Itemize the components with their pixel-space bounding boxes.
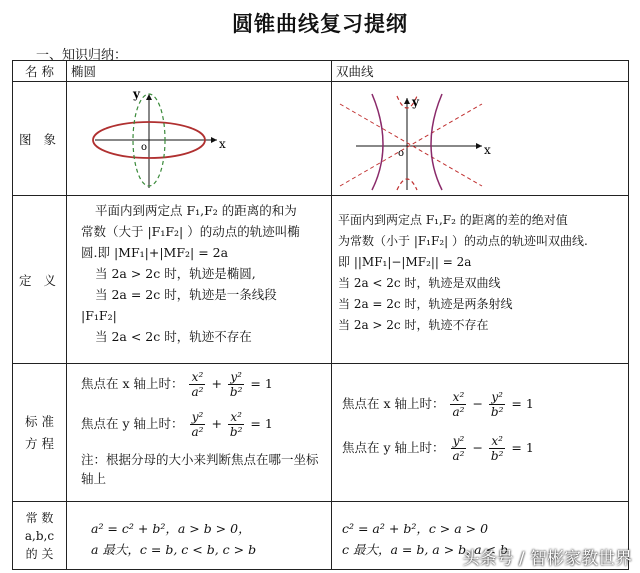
row-label-standard-equation: 标 准 方 程 bbox=[13, 364, 67, 502]
hyperbola-def-line: 当 2a > 2c 时，轨迹不存在 bbox=[338, 318, 489, 332]
ellipse-definition bbox=[67, 196, 332, 364]
watermark: 头条号 / 智彬家教世界 bbox=[462, 549, 632, 569]
ellipse-eq-x-focus: 焦点在 x 轴上时： $\frac{\text{x²}}{\text{a²}}$ + $\frac{\text{y²}}{\text{b²}}$ = 1 bbox=[81, 370, 273, 399]
ellipse-def-line: 圆.即 |MF₁|+|MF₂| = 2a bbox=[81, 245, 229, 260]
hyperbola-const-line: c 最大，a = b, a > b, a < b bbox=[342, 542, 508, 557]
hyperbola-figure-cell bbox=[332, 82, 629, 196]
ellipse-def-line: 当 2a > 2c 时，轨迹是椭圆, bbox=[95, 266, 256, 281]
hyperbola-def-line: 平面内到两定点 F₁,F₂ 的距离的差的绝对值 bbox=[338, 213, 568, 227]
x-axis-label: x bbox=[219, 137, 226, 151]
fraction: $\frac{\text{x²}}{\text{a²}}$ bbox=[452, 390, 465, 419]
ellipse-const-line: a 最大，c = b, c < b, c > b bbox=[91, 542, 257, 557]
header-name: 名 称 bbox=[13, 61, 67, 82]
ellipse-def-line: 平面内到两定点 F₁,F₂ 的距离的和为 bbox=[95, 203, 297, 218]
header-hyperbola: 双曲线 bbox=[332, 61, 629, 82]
ellipse-eq-y-focus: 焦点在 y 轴上时： $\frac{\text{y²}}{\text{a²}}$ + $\frac{\text{x²}}{\text{b²}}$ = 1 bbox=[81, 410, 273, 439]
hyperbola-def-line: 当 2a < 2c 时，轨迹是双曲线 bbox=[338, 276, 501, 290]
row-label-figure: 图 象 bbox=[13, 82, 67, 196]
ellipse-const-line: a² = c² + b²，a > b > 0， bbox=[91, 521, 251, 536]
ellipse-constants bbox=[67, 502, 332, 570]
ellipse-def-line: 常数（大于 |F₁F₂| ）的动点的轨迹叫椭 bbox=[81, 224, 300, 239]
fraction: $\frac{\text{y²}}{\text{a²}}$ bbox=[452, 434, 465, 463]
section-heading: 一、知识归纳： bbox=[36, 48, 128, 63]
x-axis-label: x bbox=[484, 143, 491, 157]
hyperbola-const-line: c² = a² + b²，c > a > 0 bbox=[342, 521, 489, 536]
figure-row bbox=[13, 82, 629, 196]
ellipse-eq-note: 注：根据分母的大小来判断焦点在哪一坐标轴上 bbox=[81, 452, 319, 486]
fraction: $\frac{\text{y²}}{\text{a²}}$ bbox=[191, 410, 204, 439]
ellipse-def-line: 当 2a = 2c 时，轨迹是一条线段 bbox=[95, 287, 277, 302]
origin-label: o bbox=[398, 148, 405, 159]
fraction: $\frac{\text{x²}}{\text{b²}}$ bbox=[229, 410, 243, 439]
ellipse-figure-cell bbox=[67, 82, 332, 196]
hyperbola-left-branch bbox=[372, 94, 383, 190]
conic-summary-table bbox=[12, 60, 629, 570]
ellipse-figure bbox=[67, 82, 330, 192]
hyperbola-definition bbox=[332, 196, 629, 364]
fraction: $\frac{\text{y²}}{\text{b²}}$ bbox=[490, 390, 504, 419]
header-ellipse: 椭圆 bbox=[67, 61, 332, 82]
ellipse-def-line: |F₁F₂| bbox=[81, 308, 117, 323]
hyperbola-def-line: 为常数（小于 |F₁F₂| ）的动点的轨迹叫双曲线. bbox=[338, 234, 588, 248]
ellipse-def-line: 当 2a < 2c 时，轨迹不存在 bbox=[95, 329, 252, 344]
hyperbola-figure bbox=[332, 82, 627, 192]
hyperbola-def-line: 当 2a = 2c 时，轨迹是两条射线 bbox=[338, 297, 513, 311]
definition-row bbox=[13, 196, 629, 364]
page-title: 圆锥曲线复习提纲 bbox=[232, 11, 408, 36]
hyperbola-def-line: 即 ||MF₁|−|MF₂|| = 2a bbox=[338, 255, 472, 269]
ellipse-standard-equation bbox=[67, 364, 332, 502]
hyperbola-eq-y-focus: 焦点在 y 轴上时： $\frac{\text{y²}}{\text{a²}}$ − $\frac{\text{x²}}{\text{b²}}$ = 1 bbox=[342, 434, 534, 463]
header-row bbox=[13, 61, 629, 82]
hyperbola-standard-equation bbox=[332, 364, 629, 502]
row-label-constants: 常 数 a,b,c 的 关 bbox=[13, 502, 67, 570]
hyperbola-eq-x-focus: 焦点在 x 轴上时： $\frac{\text{x²}}{\text{a²}}$ − $\frac{\text{y²}}{\text{b²}}$ = 1 bbox=[342, 390, 534, 419]
row-label-definition: 定 义 bbox=[13, 196, 67, 364]
y-axis-label: y bbox=[133, 87, 140, 101]
y-axis-label: y bbox=[412, 95, 419, 109]
fraction: $\frac{\text{x²}}{\text{b²}}$ bbox=[490, 434, 504, 463]
standard-equation-row bbox=[13, 364, 629, 502]
fraction: $\frac{\text{x²}}{\text{a²}}$ bbox=[191, 370, 204, 399]
fraction: $\frac{\text{y²}}{\text{b²}}$ bbox=[229, 370, 243, 399]
origin-label: o bbox=[141, 142, 148, 153]
hyperbola-right-branch bbox=[431, 94, 442, 190]
